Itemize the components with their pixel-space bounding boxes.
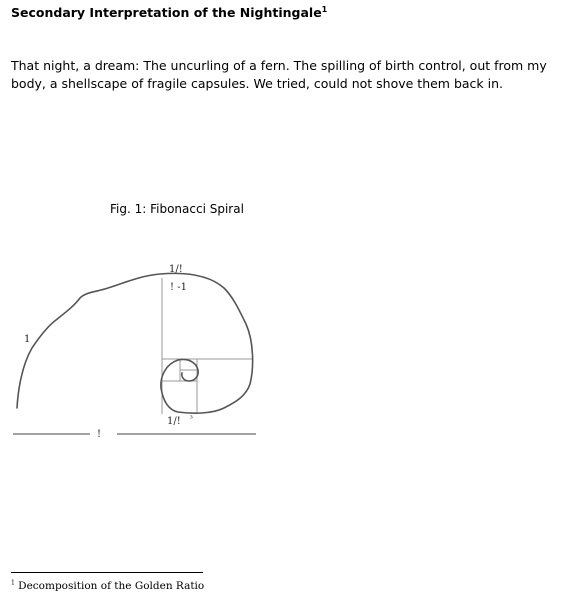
golden-rectangle-grid bbox=[162, 278, 252, 414]
footnote bbox=[11, 580, 204, 592]
footnote-separator bbox=[11, 572, 203, 573]
body-paragraph: That night, a dream: The uncurling of a fern. The spilling of birth control, out from my body, a shellscape of fragile capsules. We tried, could not shove them back in. bbox=[11, 58, 547, 91]
figure-caption: Fig. 1: Fibonacci Spiral bbox=[110, 202, 244, 216]
label-baseline-mark: ! bbox=[97, 429, 102, 440]
footnote-mark: 1 bbox=[11, 579, 15, 587]
label-bottom-ratio: 1/! bbox=[167, 416, 181, 427]
spiral-curve bbox=[17, 273, 253, 413]
label-bottom-exponent: ³ bbox=[190, 415, 193, 423]
footnote-text: Decomposition of the Golden Ratio bbox=[18, 580, 205, 592]
label-left-side: 1 bbox=[24, 334, 31, 345]
title-footnote-mark: 1 bbox=[321, 4, 328, 14]
label-top-ratio: 1/! bbox=[169, 264, 183, 275]
document-title-text: Secondary Interpretation of the Nightingale bbox=[11, 5, 322, 20]
label-inner-ratio: ! -1 bbox=[170, 282, 187, 293]
